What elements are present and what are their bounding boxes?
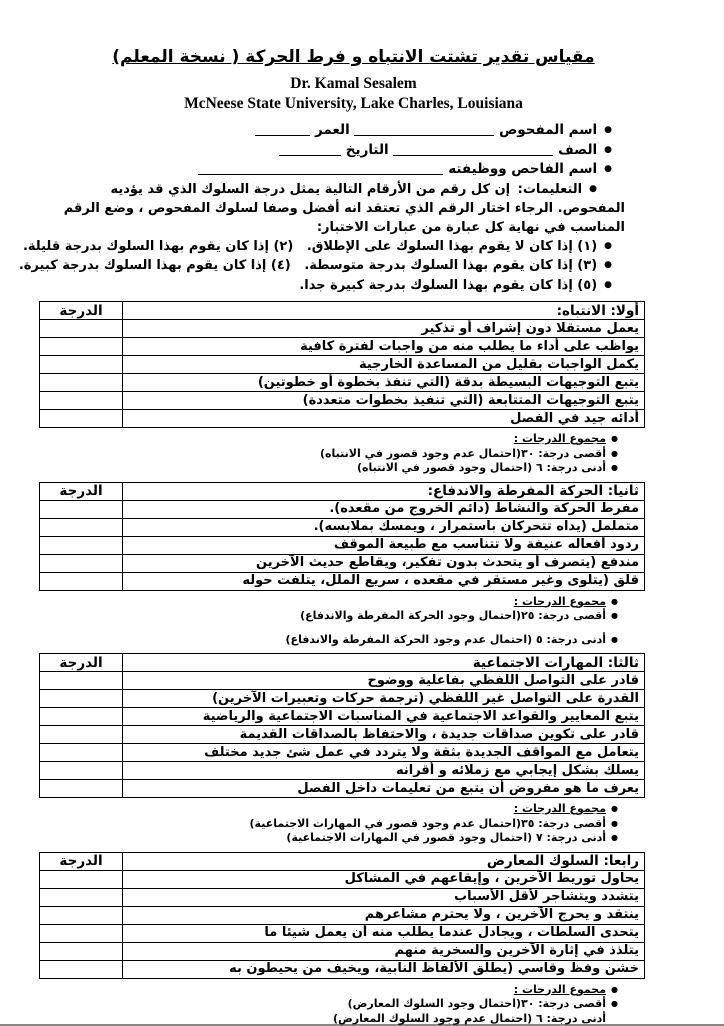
table-header-row: [40, 852, 645, 870]
max-score-line: [62, 817, 618, 832]
examiner-field[interactable]: [198, 161, 443, 175]
score-input-cell[interactable]: [40, 906, 123, 924]
score-column-header: الدرجة: [40, 302, 123, 320]
behavior-row: [40, 690, 645, 708]
author-name: Dr. Kamal Sesalem: [62, 74, 645, 94]
behavior-text: أدائه جيد في الفصل: [123, 410, 645, 428]
table-header-row: [40, 654, 645, 672]
behavior-row: [40, 870, 645, 888]
score-input-cell[interactable]: [40, 518, 123, 536]
behavior-text: يواظب على أداء ما يطلب منه من واجبات لفترة كافية: [123, 338, 645, 356]
rating-key-text: (٣) إذا كان يقوم بهذا السلوك بدرجة متوسطة. (٤) إذا كان يقوم بهذا السلوك بدرجة كبيرة.: [19, 258, 597, 273]
instructions-paragraph: [62, 180, 645, 237]
min-score-line: [62, 633, 618, 648]
behavior-text: قادر على تكوين صداقات جديدة ، والاحتفاظ بالصداقات القديمة: [123, 726, 645, 744]
behavior-text: يتحدى السلطات ، ويجادل عندما يطلب منه أن يعمل شيئا ما: [123, 924, 645, 942]
min-score-line: [62, 461, 618, 476]
bullet-icon: ●: [611, 633, 618, 648]
behavior-text: مندفع (يتصرف أو يتحدث بدون تفكير، ويقاطع حديث الآخرين: [123, 554, 645, 572]
field-line-name-age: [62, 121, 645, 141]
behavior-text: ينتقد و يحرج الآخرين ، ولا يحترم مشاعرهم: [123, 906, 645, 924]
affiliation: McNeese State University, Lake Charles, Louisiana: [62, 94, 645, 114]
min-score-note: أدنى درجة: ٥ (احتمال عدم وجود الحركة المفرطة والاندفاع): [286, 633, 606, 646]
totals-label-line: [62, 432, 618, 447]
score-input-cell[interactable]: [40, 672, 123, 690]
score-column-header: الدرجة: [40, 852, 123, 870]
behavior-text: القدرة على التواصل غير اللفظي (ترجمة حركات وتعبيرات الآخرين): [123, 690, 645, 708]
bullet-icon: ●: [604, 141, 612, 161]
totals-label-line: [62, 983, 618, 998]
field-line-examiner: [62, 160, 645, 180]
hyperactivity-totals: [62, 595, 645, 648]
bullet-icon: ●: [604, 237, 612, 256]
behavior-row: [40, 500, 645, 518]
behavior-row: [40, 572, 645, 590]
score-input-cell[interactable]: [40, 690, 123, 708]
totals-label-line: [62, 802, 618, 817]
bullet-icon: ●: [604, 121, 612, 141]
instructions-label: التعليمات:: [518, 182, 582, 197]
bullet-icon: ●: [611, 595, 618, 610]
score-input-cell[interactable]: [40, 536, 123, 554]
bullet-icon: ●: [611, 831, 618, 846]
score-input-cell[interactable]: [40, 942, 123, 960]
page-title: مقياس تقدير تشتت الانتباه و فرط الحركة ( نسخة المعلم): [62, 44, 645, 70]
score-input-cell[interactable]: [40, 762, 123, 780]
attention-totals: [62, 432, 645, 476]
bullet-icon: ●: [611, 997, 618, 1012]
bullet-icon: ●: [604, 276, 612, 295]
social-skills-table: [39, 653, 645, 798]
behavior-row: [40, 672, 645, 690]
score-input-cell[interactable]: [40, 572, 123, 590]
attention-table: [39, 301, 645, 428]
score-input-cell[interactable]: [40, 888, 123, 906]
totals-label: مجموع الدرجات :: [514, 802, 606, 815]
behavior-text: متململ (يداه تتحركان باستمرار ، ويمسك بملابسه).: [123, 518, 645, 536]
behavior-row: [40, 356, 645, 374]
rating-key-line-2: [62, 256, 645, 276]
behavior-row: [40, 320, 645, 338]
behavior-row: [40, 392, 645, 410]
section-title: رابعا: السلوك المعارض: [123, 852, 645, 870]
rating-key-text: (١) إذا كان لا يقوم بهذا السلوك على الإطلاق. (٢) إذا كان يقوم بهذا السلوك بدرجة قليلة.: [23, 239, 597, 254]
min-score-note: أدنى درجة: ٦ (احتمال وجود قصور في الانتباه): [357, 461, 606, 474]
score-input-cell[interactable]: [40, 338, 123, 356]
score-input-cell[interactable]: [40, 356, 123, 374]
score-input-cell[interactable]: [40, 374, 123, 392]
hyperactivity-table: [39, 482, 645, 591]
section-title: أولا: الانتباه:: [123, 302, 645, 320]
max-score-note: أقصى درجة: ٣٠(احتمال وجود السلوك المعارض): [348, 997, 606, 1010]
behavior-text: يتشدد ويتشاجر لأقل الأسباب: [123, 888, 645, 906]
behavior-row: [40, 960, 645, 978]
bullet-icon: ●: [611, 461, 618, 476]
grade-label: الصف: [558, 142, 597, 158]
min-score-note: أدنى درجة: ٦ (احتمال عدم وجود السلوك المعارض): [333, 1012, 606, 1025]
behavior-text: مفرط الحركة والنشاط (دائم الخروج من مقعده).: [123, 500, 645, 518]
date-label: التاريخ: [346, 142, 389, 158]
age-label: العمر: [315, 122, 350, 138]
behavior-row: [40, 780, 645, 798]
grade-field[interactable]: [393, 142, 553, 156]
score-input-cell[interactable]: [40, 960, 123, 978]
instructions-body: إن كل رقم من الأرقام التالية يمثل درجة السلوك الذي قد يؤديه المفحوص. الرجاء اختار الرقم الذي تعتقد انه أفضل وصفا لسلوك المفحوص ، وضع الرقم المناسب في نهاية كل عبارة من عبارات الاختبار:: [64, 182, 625, 235]
totals-label-line: [62, 595, 618, 610]
behavior-row: [40, 762, 645, 780]
behavior-text: يكمل الواجبات بقليل من المساعدة الخارجية: [123, 356, 645, 374]
rating-key-line-3: [62, 276, 645, 296]
rating-key-line-1: [62, 237, 645, 257]
behavior-row: [40, 744, 645, 762]
section-title: ثالثا: المهارات الاجتماعية: [123, 654, 645, 672]
behavior-text: يعرف ما هو مفروض أن يتبع من تعليمات داخل الفصل: [123, 780, 645, 798]
behavior-row: [40, 924, 645, 942]
behavior-text: يتبع التوجيهات البسيطة بدقة (التي تنفذ بخطوة أو خطوتين): [123, 374, 645, 392]
oppositional-totals: [62, 983, 645, 1026]
behavior-row: [40, 708, 645, 726]
bullet-icon: ●: [611, 432, 618, 447]
behavior-text: يتبع التوجيهات المتتابعة (التي تنفيذ بخطوات متعددة): [123, 392, 645, 410]
min-score-line: [62, 831, 618, 846]
bullet-icon: ●: [604, 256, 612, 275]
score-input-cell[interactable]: [40, 744, 123, 762]
bullet-icon: ●: [611, 983, 618, 998]
max-score-note: أقصى درجة: ٣٥(احتمال عدم وجود قصور في المهارات الاجتماعية): [250, 817, 607, 830]
age-field[interactable]: [255, 122, 310, 136]
behavior-text: قلق (يتلوى وغير مستقر في مقعده ، سريع الملل، يتلفت حوله: [123, 572, 645, 590]
score-input-cell[interactable]: [40, 924, 123, 942]
behavior-text: يتلذذ في إثارة الآخرين والسخرية منهم: [123, 942, 645, 960]
section-title: ثانيا: الحركة المفرطة والاندفاع:: [123, 482, 645, 500]
score-input-cell[interactable]: [40, 500, 123, 518]
behavior-text: ردود أفعاله عنيفة ولا تتناسب مع طبيعة الموقف: [123, 536, 645, 554]
score-column-header: الدرجة: [40, 654, 123, 672]
table-header-row: [40, 482, 645, 500]
behavior-text: يحاول توريط الآخرين ، وإيقاعهم في المشاكل: [123, 870, 645, 888]
score-input-cell[interactable]: [40, 708, 123, 726]
date-field[interactable]: [279, 142, 341, 156]
behavior-row: [40, 518, 645, 536]
oppositional-table: [39, 852, 645, 979]
totals-label: مجموع الدرجات :: [514, 983, 606, 996]
examiner-label: اسم الفاحص ووظيفته: [448, 161, 597, 177]
field-line-grade-date: [62, 141, 645, 161]
max-score-line: [62, 609, 618, 624]
bullet-icon: ●: [611, 802, 618, 817]
score-input-cell[interactable]: [40, 410, 123, 428]
max-score-line: [62, 997, 618, 1012]
table-header-row: [40, 302, 645, 320]
examinee-name-field[interactable]: [354, 122, 494, 136]
bullet-icon: ●: [611, 609, 618, 624]
bullet-icon: ●: [611, 447, 618, 462]
examinee-name-label: اسم المفحوص: [499, 122, 597, 138]
score-input-cell[interactable]: [40, 392, 123, 410]
score-input-cell[interactable]: [40, 726, 123, 744]
max-score-line: [62, 447, 618, 462]
bullet-icon: ●: [611, 817, 618, 832]
behavior-row: [40, 410, 645, 428]
behavior-row: [40, 374, 645, 392]
score-input-cell[interactable]: [40, 870, 123, 888]
totals-label: مجموع الدرجات :: [514, 432, 606, 445]
behavior-row: [40, 906, 645, 924]
behavior-row: [40, 554, 645, 572]
rating-key-text: (٥) إذا كان يقوم بهذا السلوك بدرجة كبيرة جدا.: [299, 278, 597, 293]
behavior-row: [40, 726, 645, 744]
bullet-icon: ●: [604, 160, 612, 180]
behavior-text: يعمل مستقلا دون إشراف أو تذكير: [123, 320, 645, 338]
score-input-cell[interactable]: [40, 554, 123, 572]
score-input-cell[interactable]: [40, 780, 123, 798]
behavior-text: يتبع المعايير والقواعد الاجتماعية في المناسبات الاجتماعية والرياضية: [123, 708, 645, 726]
behavior-row: [40, 338, 645, 356]
social-skills-totals: [62, 802, 645, 846]
behavior-row: [40, 536, 645, 554]
min-score-note: أدنى درجة: ٧ (احتمال وجود قصور في المهارات الاجتماعية): [286, 831, 606, 844]
score-input-cell[interactable]: [40, 320, 123, 338]
behavior-text: يسلك بشكل إيجابي مع زملائه و أقرانه: [123, 762, 645, 780]
behavior-row: [40, 888, 645, 906]
score-column-header: الدرجة: [40, 482, 123, 500]
behavior-text: خشن وفظ وقاسي (يطلق الألفاظ النابية، ويخيف من يحيطون به: [123, 960, 645, 978]
max-score-note: أقصى درجة: ٢٥(احتمال وجود الحركة المفرطة والاندفاع): [300, 609, 606, 622]
totals-label: مجموع الدرجات :: [514, 595, 606, 608]
max-score-note: أقصى درجة: ٣٠(احتمال عدم وجود قصور في الانتباه): [320, 447, 606, 460]
behavior-text: يتعامل مع المواقف الجديدة بثقة ولا يتردد في عمل شئ جديد مختلف: [123, 744, 645, 762]
behavior-row: [40, 942, 645, 960]
bullet-icon: ●: [589, 180, 611, 199]
behavior-text: قادر على التواصل اللفظي بفاعلية ووضوح: [123, 672, 645, 690]
